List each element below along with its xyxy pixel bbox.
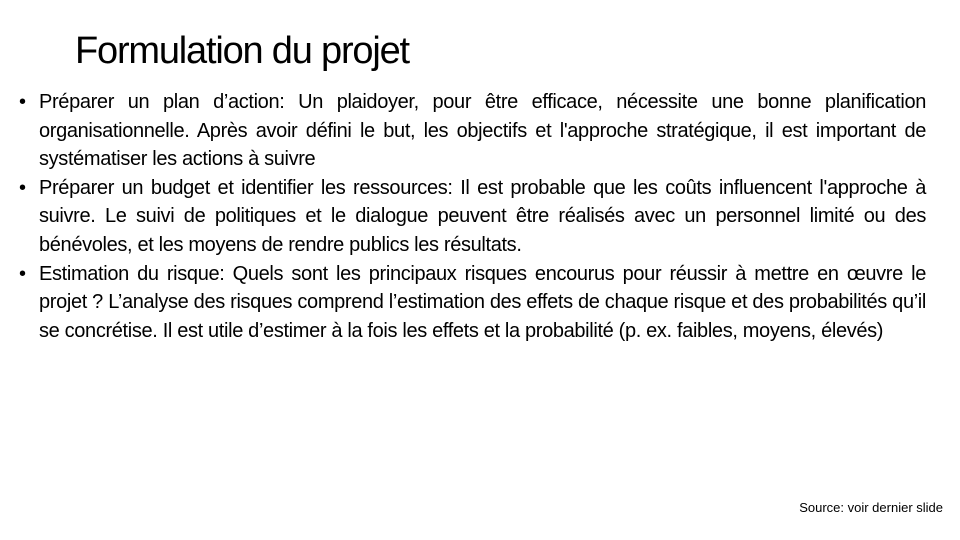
bullet-item-budget: [16, 174, 926, 260]
bullet-icon: •: [19, 262, 26, 285]
bullet-list: [16, 88, 926, 345]
source-note: Source: voir dernier slide: [799, 500, 943, 515]
bullet-icon: •: [19, 91, 26, 113]
bullet-icon: •: [19, 176, 26, 199]
bullet-text: Préparer un plan d’action: Un plaidoyer, pour être efficace, nécessite une bonne planification organisationnelle. Après avoir défini le but, les objectifs et l'approche stratégique, il est important de systématiser les actions à suivre: [39, 91, 926, 171]
slide-title: Formulation du projet: [75, 30, 409, 72]
bullet-item-action-plan: [16, 88, 926, 174]
bullet-text: Préparer un budget et identifier les ressources: Il est probable que les coûts influencent l'approche à suivre. Le suivi de politiques et le dialogue peuvent être réalisés avec un personnel limité ou des bénévoles, et les moyens de rendre publics les résultats.: [39, 176, 926, 256]
bullet-item-risk: [16, 260, 926, 346]
bullet-text: Estimation du risque: Quels sont les principaux risques encourus pour réussir à mettre en œuvre le projet ? L’analyse des risques comprend l’estimation des effets de chaque risque et des probabilités qu’il se concrétise. Il est utile d’estimer à la fois les effets et la probabilité (p. ex. faibles, moyens, élevés): [39, 262, 926, 342]
